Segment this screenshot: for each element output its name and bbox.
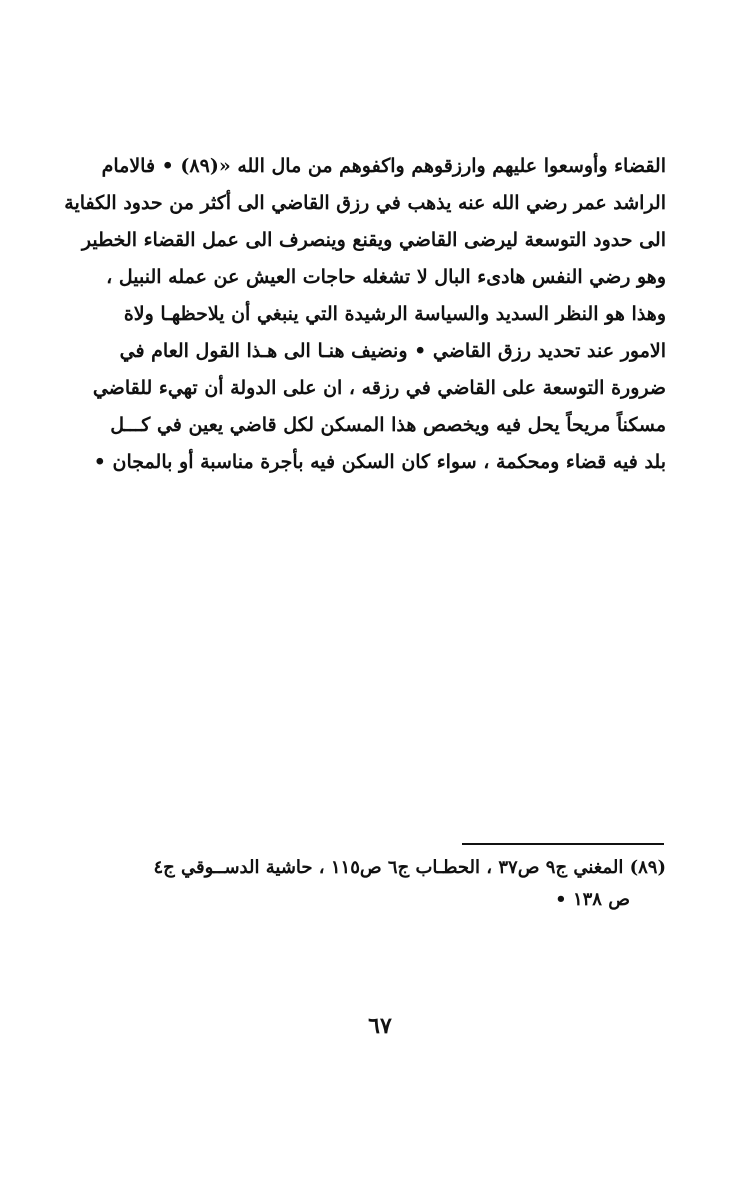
footnote <box>138 852 666 916</box>
text-line: الامور عند تحديد رزق القاضي • ونضيف هنـا الى هـذا القول العام في <box>119 340 666 362</box>
footnote-separator <box>462 843 664 845</box>
text-line: الراشد عمر رضي الله عنه يذهب في رزق القاضي الى أكثر من حدود الكفاية <box>64 192 666 214</box>
text-line: القضاء وأوسعوا عليهم وارزقوهم واكفوهم من مال الله «(٨٩) • فالامام <box>101 155 666 177</box>
text-line: بلد فيه قضاء ومحكمة ، سواء كان السكن فيه بأجرة مناسبة أو بالمجان • <box>93 451 666 473</box>
page-number: ٦٧ <box>368 1013 392 1039</box>
main-paragraph <box>64 148 666 481</box>
text-line: وهذا هو النظر السديد والسياسة الرشيدة التي ينبغي أن يلاحظهـا ولاة <box>123 303 666 325</box>
text-line: وهو رضي النفس هادىء البال لا تشغله حاجات العيش عن عمله النبيل ، <box>106 266 666 288</box>
footnote-line: ص ١٣٨ • <box>555 889 630 910</box>
text-line: مسكناً مريحاً يحل فيه ويخصص هذا المسكن لكل قاضي يعين في كـــل <box>110 414 666 436</box>
footnote-line: (٨٩) المغني ج٩ ص٣٧ ، الحطـاب ج٦ ص١١٥ ، حاشية الدســوقي ج٤ <box>153 857 666 878</box>
text-line: الى حدود التوسعة ليرضى القاضي ويقنع وينصرف الى عمل القضاء الخطير <box>81 229 666 251</box>
text-line: ضرورة التوسعة على القاضي في رزقه ، ان على الدولة أن تهيء للقاضي <box>92 377 666 399</box>
